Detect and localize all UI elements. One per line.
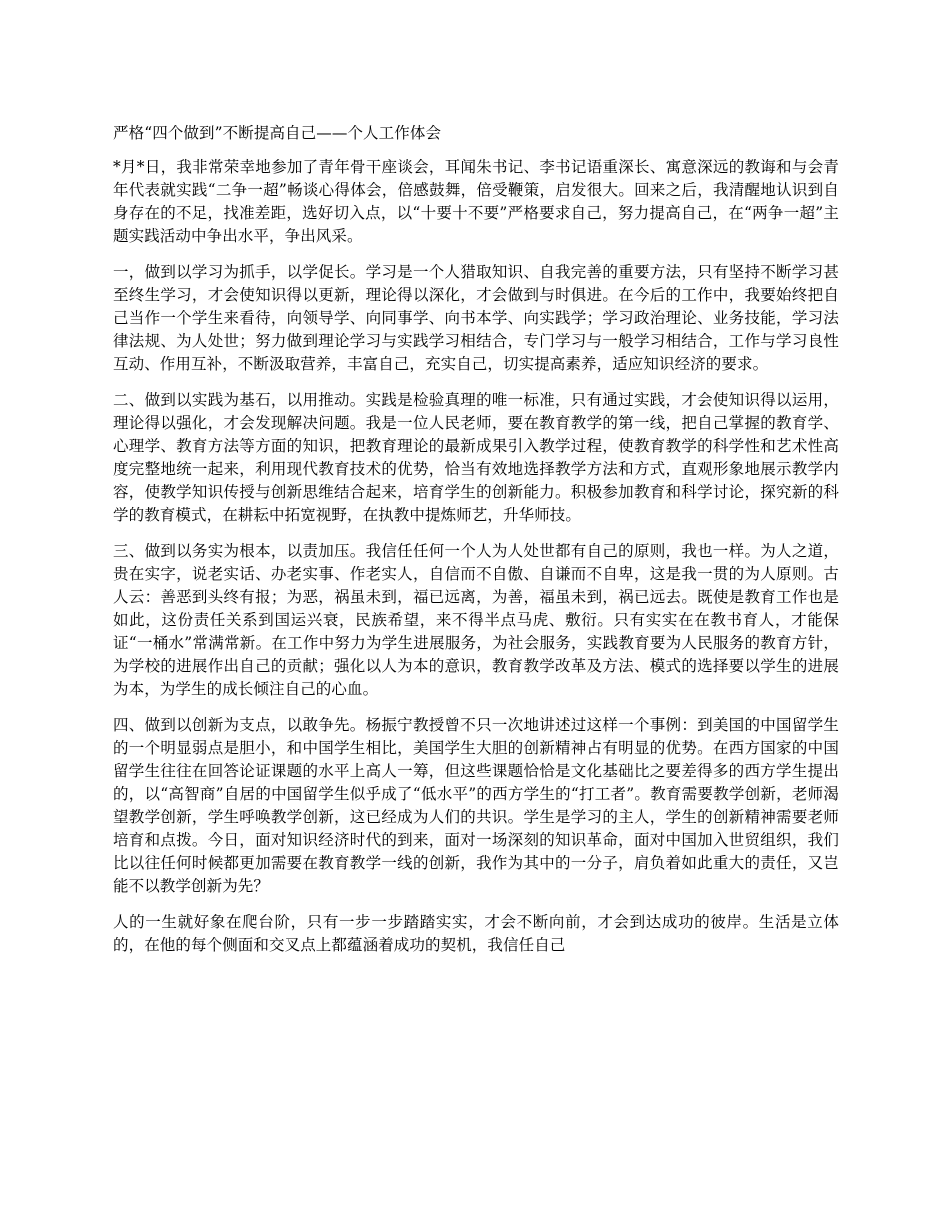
paragraph-practice: 二、做到以实践为基石，以用推动。实践是检验真理的唯一标准，只有通过实践，才会使知识得以运用，理论得以强化，才会发现解决问题。我是一位人民老师，要在教育教学的第一线，把自己掌握的教育学、心理学、教育方法等方面的知识，把教育理论的最新成果引入教学过程，使教育教学的科学性和艺术性高度完整地统一起来，利用现代教育技术的优势，恰当有效地选择教学方法和方式，直观形象地展示教学内容，使教学知识传授与创新思维结合起来，培育学生的创新能力。积极参加教育和科学讨论，探究新的科学的教育模式，在耕耘中拓宽视野，在执教中提炼师艺，升华师技。 [113,391,839,524]
paragraph-innovation: 四、做到以创新为支点，以敢争先。杨振宁教授曾不只一次地讲述过这样一个事例：到美国的中国留学生的一个明显弱点是胆小，和中国学生相比，美国学生大胆的创新精神占有明显的优势。在西方国家的中国留学生往往在回答论证课题的水平上高人一筹，但这些课题恰恰是文化基础比之要差得多的西方学生提出的，以“高智商”自居的中国留学生似乎成了“低水平”的西方学生的“打工者”。教育需要教学创新，老师渴望教学创新，学生呼唤教学创新，这已经成为人们的共识。学生是学习的主人，学生的创新精神需要老师培育和点拨。今日，面对知识经济时代的到来，面对一场深刻的知识革命，面对中国加入世贸组织，我们比以往任何时候都更加需要在教育教学一线的创新，我作为其中的一分子，肩负着如此重大的责任，又岂能不以教学创新为先？ [113,716,839,895]
paragraph-study: 一，做到以学习为抓手，以学促长。学习是一个人猎取知识、自我完善的重要方法，只有坚持不断学习甚至终生学习，才会使知识得以更新，理论得以深化，才会做到与时俱进。在今后的工作中，我要始终把自己当作一个学生来看待，向领导学、向同事学、向书本学、向实践学；学习政治理论、业务技能，学习法律法规、为人处世；努力做到理论学习与实践学习相结合，专门学习与一般学习相结合，工作与学习良性互动、作用互补，不断汲取营养，丰富自己，充实自己，切实提高素养，适应知识经济的要求。 [113,263,839,373]
paragraph-pragmatism: 三、做到以务实为根本，以责加压。我信任任何一个人为人处世都有自己的原则，我也一样。为人之道，贵在实字，说老实话、办老实事、作老实人，自信而不自傲、自谦而不自卑，这是我一贯的为人原则。古人云：善恶到头终有报；为恶，祸虽未到，福已远离，为善，福虽未到，祸已远去。既使是教育工作也是如此，这份责任关系到国运兴衰，民族希望，来不得半点马虎、敷衍。只有实实在在教书育人，才能保证“一桶水”常满常新。在工作中努力为学生进展服务，为社会服务，实践教育要为人民服务的教育方针，为学校的进展作出自己的贡献；强化以人为本的意识，教育教学改革及方法、模式的选择要以学生的进展为本，为学生的成长倾注自己的心血。 [113,542,839,698]
document-title: 严格“四个做到”不断提高自己——个人工作体会 [113,124,442,142]
document-page [113,122,839,970]
paragraph-intro: *月*日，我非常荣幸地参加了青年骨干座谈会，耳闻朱书记、李书记语重深长、寓意深远的教诲和与会青年代表就实践“二争一超”畅谈心得体会，倍感鼓舞，倍受鞭策，启发很大。回来之后，我清醒地认识到自身存在的不足，找准差距，选好切入点，以“十要十不要”严格要求自己，努力提高自己，在“两争一超”主题实践活动中争出水平，争出风采。 [113,158,839,245]
paragraph-conclusion: 人的一生就好象在爬台阶，只有一步一步踏踏实实，才会不断向前，才会到达成功的彼岸。生活是立体的，在他的每个侧面和交叉点上都蕴涵着成功的契机，我信任自己 [113,913,839,954]
